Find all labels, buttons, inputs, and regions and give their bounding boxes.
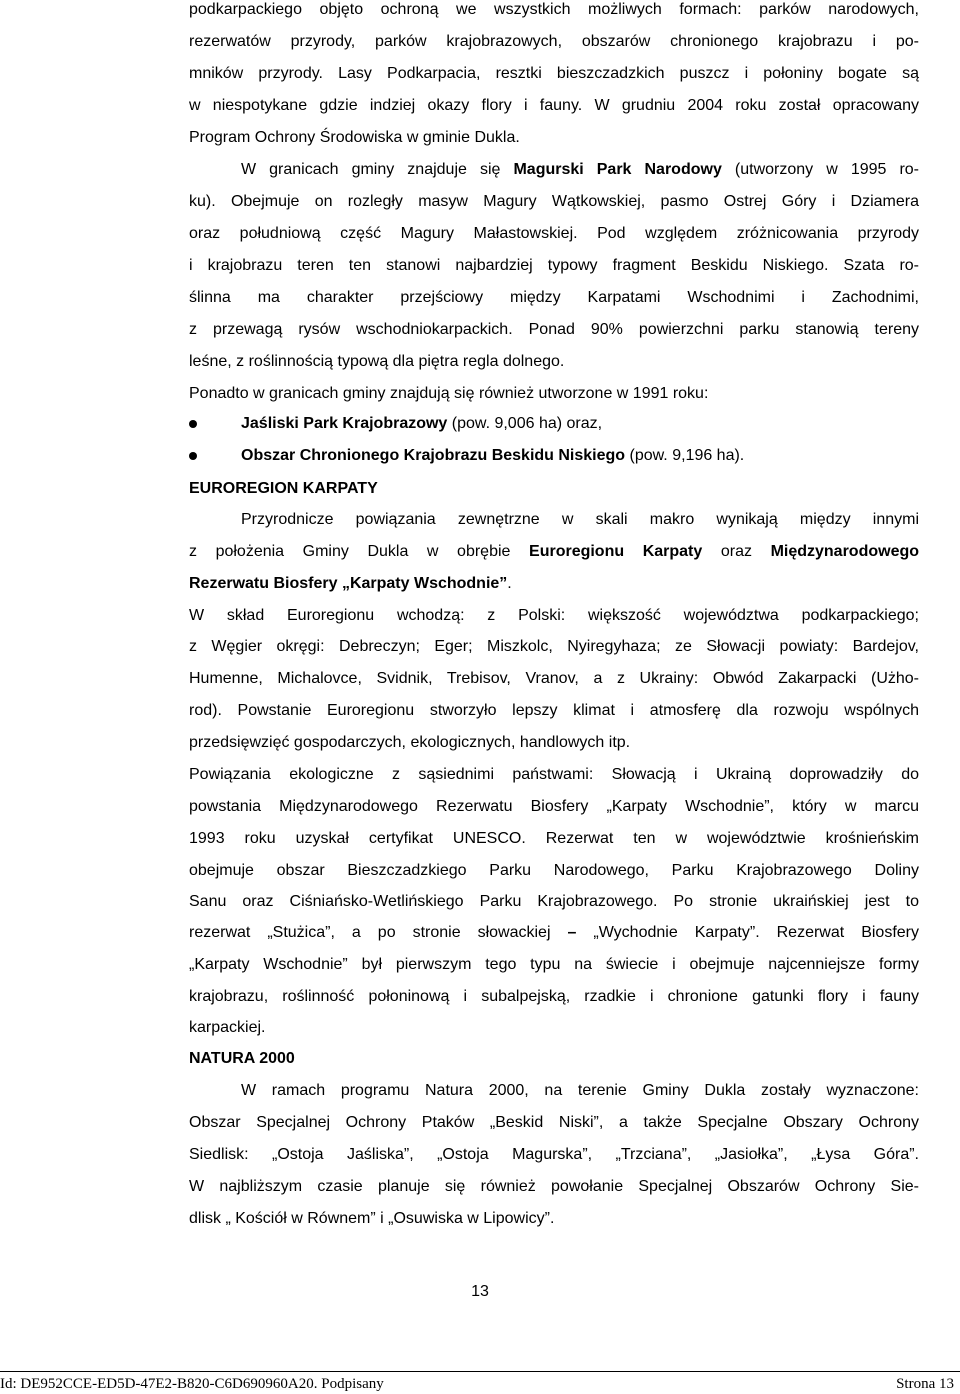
text-line: ku). Obejmuje on rozległy masyw Magury Wątkowskiej, pasmo Ostrej Góry i Dziamera bbox=[189, 193, 919, 210]
text-line: mników przyrody. Lasy Podkarpacia, resztki bieszczadzkich puszcz i połoniny bogate są bbox=[189, 65, 919, 82]
text-line: obejmuje obszar Bieszczadzkiego Parku Narodowego, Parku Krajobrazowego Doliny bbox=[189, 862, 919, 879]
section-heading: NATURA 2000 bbox=[189, 1050, 295, 1067]
footer-document-id: Id: DE952CCE-ED5D-47E2-B820-C6D690960A20. Podpisany bbox=[0, 1376, 384, 1392]
text-line: „Karpaty Wschodnie” był pierwszym tego typu na świecie i obejmuje najcenniejsze formy bbox=[189, 956, 919, 973]
text-line: W granicach gminy znajduje się Magurski Park Narodowy (utworzony w 1995 ro- bbox=[241, 161, 920, 178]
section-heading: EUROREGION KARPATY bbox=[189, 480, 378, 497]
text-line: krajobrazu, roślinność połoninową i subalpejską, rzadkie i chronione gatunki flory i fauny bbox=[189, 988, 919, 1005]
text-line: w niespotykane gdzie indziej okazy flory i fauny. W grudniu 2004 roku został opracowany bbox=[189, 97, 919, 114]
text-line: Obszar Specjalnej Ochrony Ptaków „Beskid Niski”, a także Specjalne Obszary Ochrony bbox=[189, 1114, 919, 1131]
text-line: powstania Międzynarodowego Rezerwatu Biosfery „Karpaty Wschodnie”, który w marcu bbox=[189, 798, 919, 815]
text-line: rod). Powstanie Euroregionu stworzyło lepszy klimat i atmosferę dla rozwoju wspólnych bbox=[189, 702, 919, 719]
text-line: rezerwat „Stużica”, a po stronie słowackiej – „Wychodnie Karpaty”. Rezerwat Biosfery bbox=[189, 924, 919, 941]
text-line: W skład Euroregionu wchodzą: z Polski: większość województwa podkarpackiego; bbox=[189, 607, 919, 624]
text-line: leśne, z roślinnością typową dla piętra regla dolnego. bbox=[189, 353, 565, 370]
list-item: Obszar Chronionego Krajobrazu Beskidu Niskiego (pow. 9,196 ha). bbox=[241, 447, 745, 464]
text-line: W ramach programu Natura 2000, na terenie Gminy Dukla zostały wyznaczone: bbox=[241, 1082, 919, 1099]
text-line: W najbliższym czasie planuje się również powołanie Specjalnej Obszarów Ochrony Sie- bbox=[189, 1178, 919, 1195]
text-line: z przewagą rysów wschodniokarpackich. Ponad 90% powierzchni parku stanowią tereny bbox=[189, 321, 919, 338]
text-line: Program Ochrony Środowiska w gminie Dukla. bbox=[189, 129, 520, 146]
text-line: z Węgier okręgi: Debreczyn; Eger; Miszkolc, Nyiregyhaza; ze Słowacji powiaty: Bardejov, bbox=[189, 638, 919, 655]
text-line: Powiązania ekologiczne z sąsiednimi państwami: Słowacją i Ukrainą doprowadziły do bbox=[189, 766, 919, 783]
text-line: dlisk „ Kościół w Równem” i „Osuwiska w Lipowicy”. bbox=[189, 1210, 555, 1227]
footer-page-label: Strona 13 bbox=[896, 1376, 954, 1392]
text-line: Ponadto w granicach gminy znajdują się również utworzone w 1991 roku: bbox=[189, 385, 709, 402]
text-line: Siedlisk: „Ostoja Jaśliska”, „Ostoja Magurska”, „Trzciana”, „Jasiołka”, „Łysa Góra”. bbox=[189, 1146, 919, 1163]
text-line: i krajobrazu teren ten stanowi najbardziej typowy fragment Beskidu Niskiego. Szata ro- bbox=[189, 257, 919, 274]
text-line: Przyrodnicze powiązania zewnętrzne w skali makro wynikają między innymi bbox=[241, 511, 919, 528]
text-line: z położenia Gminy Dukla w obrębie Euroregionu Karpaty oraz Międzynarodowego bbox=[189, 543, 920, 560]
text-line: Rezerwatu Biosfery „Karpaty Wschodnie”. bbox=[189, 575, 512, 592]
text-line: podkarpackiego objęto ochroną we wszystkich możliwych formach: parków narodowych, bbox=[189, 1, 919, 18]
magurski-park-name: Magurski Park Narodowy bbox=[513, 161, 722, 178]
text-line: Humenne, Michalovce, Svidnik, Trebisov, Vranov, a z Ukrainy: Obwód Zakarpacki (Użho- bbox=[189, 670, 919, 687]
bullet-icon bbox=[189, 420, 197, 428]
page-number: 13 bbox=[471, 1283, 489, 1300]
text-line: przedsięwzięć gospodarczych, ekologicznych, handlowych itp. bbox=[189, 734, 631, 751]
bullet-icon bbox=[189, 452, 197, 460]
text-line: 1993 roku uzyskał certyfikat UNESCO. Rezerwat ten w województwie krośnieńskim bbox=[189, 830, 919, 847]
text-line: Sanu oraz Ciśniańsko-Wetlińskiego Parku Krajobrazowego. Po stronie ukraińskiej jest to bbox=[189, 893, 919, 910]
footer-divider bbox=[0, 1371, 960, 1372]
text-line: rezerwatów przyrody, parków krajobrazowych, obszarów chronionego krajobrazu i po- bbox=[189, 33, 919, 50]
text-line: ślinna ma charakter przejściowy między Karpatami Wschodnimi i Zachodnimi, bbox=[189, 289, 919, 306]
text-line: oraz południową część Magury Małastowskiej. Pod względem zróżnicowania przyrody bbox=[189, 225, 919, 242]
list-item: Jaśliski Park Krajobrazowy (pow. 9,006 ha) oraz, bbox=[241, 415, 603, 432]
text-line: karpackiej. bbox=[189, 1019, 266, 1036]
